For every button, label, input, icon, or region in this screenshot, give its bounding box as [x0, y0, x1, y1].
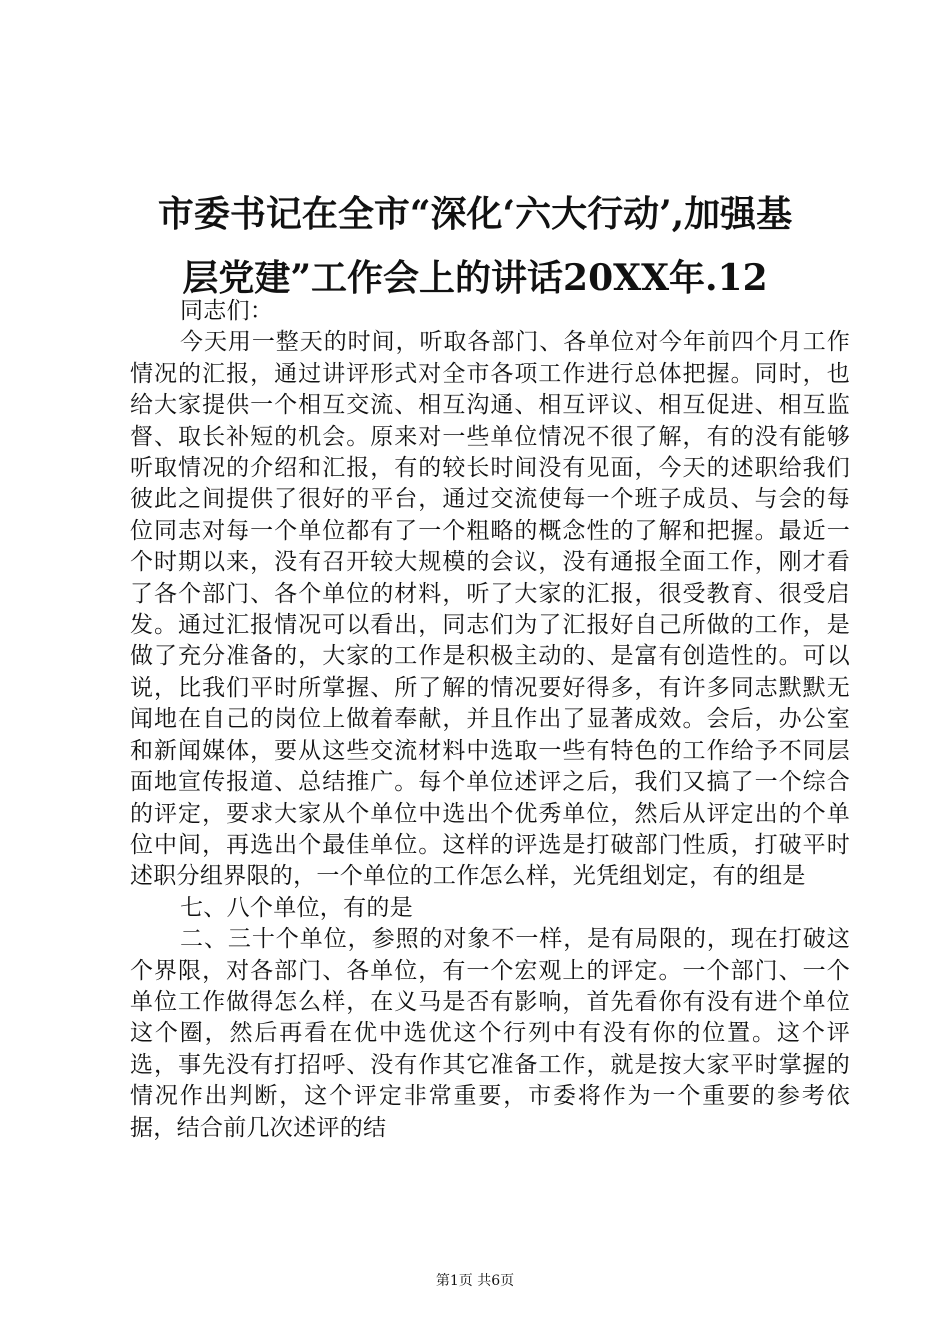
- title-line-2: 层党建”工作会上的讲话20XX年.12: [182, 257, 768, 299]
- body-paragraph-1: 今天用一整天的时间，听取各部门、各单位对今年前四个月工作情况的汇报，通过讲评形式对全市各项工作进行总体把握。同时，也给大家提供一个相互交流、相互沟通、相互评议、相互促进、相互监督、取长补短的机会。原来对一些单位情况不很了解，有的没有能够听取情况的介绍和汇报，有的较长时间没有见面，今天的述职给我们彼此之间提供了很好的平台，通过交流使每一个班子成员、与会的每位同志对每一个单位都有了一个粗略的概念性的了解和把握。最近一个时期以来，没有召开较大规模的会议，没有通报全面工作，刚才看了各个部门、各个单位的材料，听了大家的汇报，很受教育、很受启发。通过汇报情况可以看出，同志们为了汇报好自己所做的工作，是做了充分准备的，大家的工作是积极主动的、是富有创造性的。可以说，比我们平时所掌握、所了解的情况要好得多，有许多同志默默无闻地在自己的岗位上做着奉献，并且作出了显著成效。会后，办公室和新闻媒体，要从这些交流材料中选取一些有特色的工作给予不同层面地宣传报道、总结推广。每个单位述评之后，我们又搞了一个综合的评定，要求大家从个单位中选出个优秀单位，然后从评定出的个单位中间，再选出个最佳单位。这样的评选是打破部门性质，打破平时述职分组界限的，一个单位的工作怎么样，光凭组划定，有的组是: [130, 329, 850, 890]
- body-paragraph-3: 二、三十个单位，参照的对象不一样，是有局限的，现在打破这个界限，对各部门、各单位，有一个宏观上的评定。一个部门、一个单位工作做得怎么样，在义马是否有影响，首先看你有没有进个单位这个圈，然后再看在优中选优这个行列中有没有你的位置。这个评选，事先没有打招呼、没有作其它准备工作，就是按大家平时掌握的情况作出判断，这个评定非常重要，市委将作为一个重要的参考依据，结合前几次述评的结: [130, 926, 850, 1141]
- page-number-footer: 第1页 共6页: [435, 1273, 515, 1289]
- body-paragraph-2: 七、八个单位，有的是: [180, 894, 413, 921]
- document-body: [130, 296, 850, 1144]
- document-title: [110, 182, 840, 310]
- salutation: 同志们：: [180, 298, 274, 324]
- title-line-1: 市委书记在全市“深化‘六大行动’,加强基: [157, 193, 793, 235]
